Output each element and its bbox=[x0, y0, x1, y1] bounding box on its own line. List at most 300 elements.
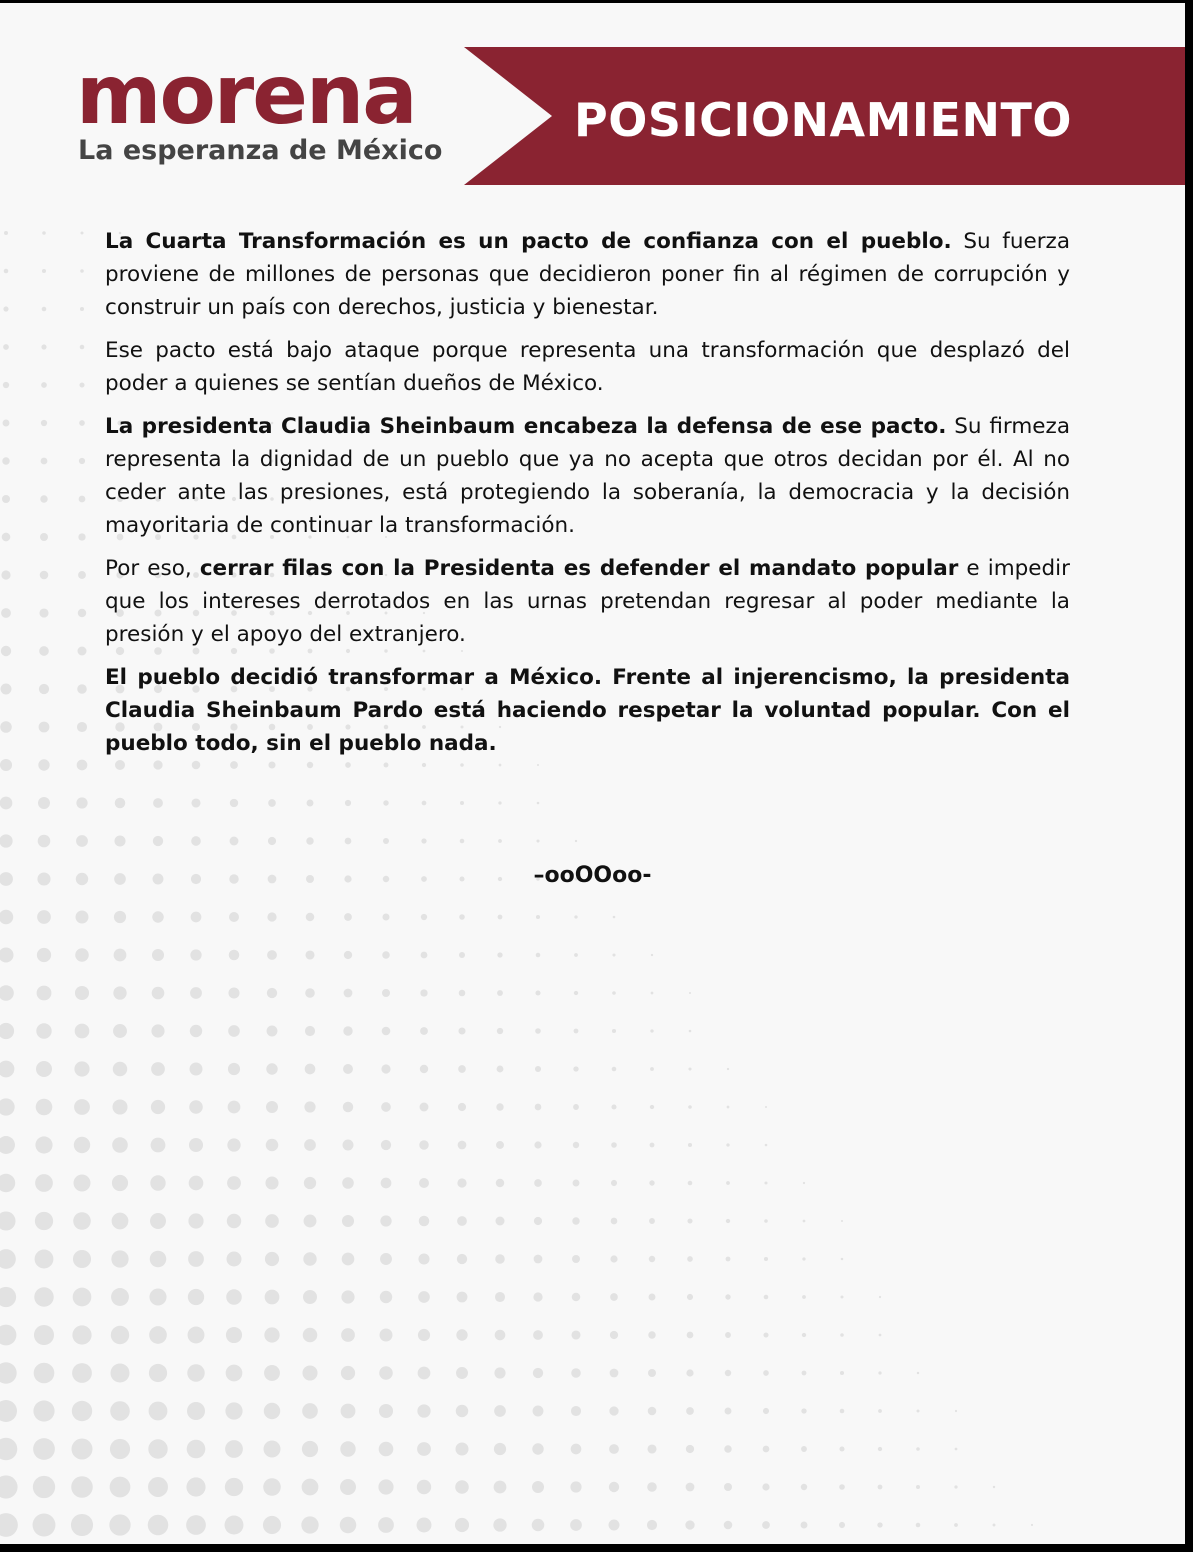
pattern-dot bbox=[609, 1482, 619, 1492]
pattern-dot bbox=[305, 1064, 316, 1075]
pattern-dot bbox=[0, 1174, 15, 1193]
pattern-dot bbox=[533, 1292, 542, 1301]
pattern-dot bbox=[303, 1290, 317, 1304]
pattern-dot bbox=[917, 1410, 920, 1413]
pattern-dot bbox=[3, 420, 10, 427]
pattern-dot bbox=[153, 798, 163, 808]
pattern-dot bbox=[688, 1105, 692, 1109]
pattern-dot bbox=[187, 1364, 204, 1381]
pattern-dot bbox=[265, 1214, 279, 1228]
pattern-dot bbox=[227, 1176, 241, 1190]
pattern-dot bbox=[495, 1254, 505, 1264]
pattern-dot bbox=[532, 1481, 544, 1493]
pattern-dot bbox=[39, 722, 50, 733]
pattern-dot bbox=[3, 344, 9, 350]
pattern-dot bbox=[343, 1102, 353, 1112]
pattern-dot bbox=[612, 1029, 616, 1033]
pattern-dot bbox=[152, 911, 163, 922]
pattern-dot bbox=[649, 1256, 655, 1262]
pattern-dot bbox=[112, 1099, 127, 1114]
pattern-dot bbox=[110, 1477, 131, 1498]
pattern-dot bbox=[686, 1369, 693, 1376]
pattern-dot bbox=[344, 951, 352, 959]
pattern-dot bbox=[457, 1178, 466, 1187]
pattern-dot bbox=[0, 947, 14, 962]
pattern-dot bbox=[574, 915, 577, 918]
pattern-dot bbox=[0, 1438, 17, 1461]
pattern-dot bbox=[2, 533, 11, 542]
pattern-dot bbox=[228, 987, 239, 998]
pattern-dot bbox=[264, 1327, 279, 1342]
pattern-dot bbox=[725, 1294, 730, 1299]
pattern-dot bbox=[341, 1366, 355, 1380]
pattern-dot bbox=[38, 759, 49, 770]
pattern-dot bbox=[113, 1024, 127, 1038]
pattern-dot bbox=[916, 1485, 920, 1489]
pattern-dot bbox=[572, 1255, 580, 1263]
pattern-dot bbox=[650, 1143, 655, 1148]
pattern-dot bbox=[227, 1138, 240, 1151]
pattern-dot bbox=[341, 1290, 354, 1303]
pattern-dot bbox=[495, 1330, 506, 1341]
pattern-dot bbox=[33, 1476, 55, 1498]
pattern-dot bbox=[191, 912, 202, 923]
pattern-dot bbox=[379, 1366, 393, 1380]
pattern-dot bbox=[112, 1175, 128, 1191]
pattern-dot bbox=[267, 988, 277, 998]
pattern-dot bbox=[73, 1250, 91, 1268]
pattern-dot bbox=[345, 838, 352, 845]
pattern-dot bbox=[343, 1140, 354, 1151]
pattern-dot bbox=[37, 986, 52, 1001]
pattern-dot bbox=[648, 1407, 657, 1416]
pattern-dot bbox=[726, 1143, 729, 1146]
pattern-dot bbox=[0, 1362, 17, 1383]
pattern-dot bbox=[455, 1518, 469, 1532]
pattern-dot bbox=[230, 837, 239, 846]
pattern-dot bbox=[225, 1478, 243, 1496]
pattern-dot bbox=[34, 1363, 55, 1384]
pattern-dot bbox=[114, 949, 127, 962]
pattern-dot bbox=[188, 1327, 205, 1344]
pattern-dot bbox=[725, 1370, 731, 1376]
pattern-dot bbox=[379, 1442, 394, 1457]
pattern-dot bbox=[114, 911, 126, 923]
pattern-dot bbox=[689, 1030, 692, 1033]
pattern-dot bbox=[612, 991, 616, 995]
pattern-dot bbox=[840, 1409, 845, 1414]
pattern-dot bbox=[340, 1441, 355, 1456]
pattern-dot bbox=[188, 1251, 204, 1267]
pattern-dot bbox=[228, 1101, 241, 1114]
pattern-dot bbox=[79, 420, 85, 426]
paragraph-4-post: e impedir que los intereses derrotados en las urnas pretendan regresar al poder mediante la presión y el apoyo del extranjero. bbox=[105, 556, 1070, 647]
pattern-dot bbox=[533, 1330, 543, 1340]
pattern-dot bbox=[1, 570, 10, 579]
pattern-dot bbox=[571, 1368, 581, 1378]
pattern-dot bbox=[188, 1289, 204, 1305]
pattern-dot bbox=[42, 269, 46, 273]
pattern-dot bbox=[110, 1439, 130, 1459]
pattern-dot bbox=[264, 1365, 280, 1381]
pattern-dot bbox=[78, 609, 86, 617]
pattern-dot bbox=[611, 1142, 617, 1148]
pattern-dot bbox=[79, 496, 86, 503]
pattern-dot bbox=[647, 1444, 656, 1453]
pattern-dot bbox=[267, 912, 276, 921]
pattern-dot bbox=[803, 1182, 805, 1184]
pattern-dot bbox=[190, 987, 202, 999]
pattern-dot bbox=[419, 1178, 429, 1188]
pattern-dot bbox=[686, 1445, 694, 1453]
pattern-dot bbox=[610, 1369, 619, 1378]
pattern-dot bbox=[841, 1220, 843, 1222]
pattern-dot bbox=[225, 1402, 242, 1419]
pattern-dot bbox=[725, 1332, 731, 1338]
pattern-dot bbox=[497, 990, 503, 996]
paragraph-4-bold: cerrar filas con la Presidenta es defender el mandato popular bbox=[199, 556, 959, 581]
pattern-dot bbox=[37, 910, 51, 924]
pattern-dot bbox=[35, 1250, 54, 1269]
pattern-dot bbox=[266, 1063, 277, 1074]
pattern-dot bbox=[571, 1330, 580, 1339]
pattern-dot bbox=[878, 1447, 882, 1451]
paragraph-5-bold: El pueblo decidió transformar a México. Frente al injerencismo, la presidenta Claudia Sheinbaum Pardo está haciendo respetar la voluntad popular. Con el pueblo todo, sin el pueblo nada. bbox=[105, 665, 1070, 756]
pattern-dot bbox=[764, 1219, 768, 1223]
pattern-dot bbox=[536, 839, 539, 842]
pattern-dot bbox=[342, 1177, 354, 1189]
pattern-dot bbox=[955, 1448, 958, 1451]
pattern-dot bbox=[76, 911, 89, 924]
pattern-dot bbox=[345, 800, 351, 806]
pattern-dot bbox=[650, 1029, 653, 1032]
pattern-dot bbox=[342, 1215, 354, 1227]
pattern-dot bbox=[72, 1401, 92, 1421]
pattern-dot bbox=[689, 992, 691, 994]
pattern-dot bbox=[1031, 1524, 1033, 1526]
statement-body bbox=[105, 225, 1070, 770]
pattern-dot bbox=[35, 1212, 53, 1230]
pattern-dot bbox=[39, 608, 48, 617]
pattern-dot bbox=[610, 1331, 618, 1339]
pattern-dot bbox=[77, 722, 87, 732]
paragraph-1-bold: La Cuarta Transformación es un pacto de confianza con el pueblo. bbox=[105, 229, 952, 254]
pattern-dot bbox=[151, 1100, 165, 1114]
pattern-dot bbox=[954, 1523, 958, 1527]
pattern-dot bbox=[303, 1328, 318, 1343]
pattern-dot bbox=[498, 839, 502, 843]
pattern-dot bbox=[570, 1481, 581, 1492]
pattern-dot bbox=[650, 1067, 654, 1071]
pattern-dot bbox=[267, 950, 277, 960]
pattern-dot bbox=[37, 948, 51, 962]
pattern-dot bbox=[382, 951, 390, 959]
pattern-dot bbox=[228, 1025, 240, 1037]
pattern-dot bbox=[840, 1333, 844, 1337]
pattern-dot bbox=[115, 798, 126, 809]
pattern-dot bbox=[419, 1216, 430, 1227]
pattern-dot bbox=[305, 1026, 315, 1036]
pattern-dot bbox=[111, 1288, 129, 1306]
pattern-dot bbox=[533, 1368, 543, 1378]
pattern-dot bbox=[3, 382, 9, 388]
pattern-dot bbox=[651, 992, 654, 995]
pattern-dot bbox=[111, 1250, 128, 1267]
pattern-dot bbox=[342, 1253, 355, 1266]
pattern-dot bbox=[340, 1479, 356, 1495]
pattern-dot bbox=[0, 1136, 15, 1154]
pattern-dot bbox=[649, 1180, 654, 1185]
pattern-dot bbox=[265, 1252, 279, 1266]
pattern-dot bbox=[801, 1522, 808, 1529]
pattern-dot bbox=[496, 1179, 504, 1187]
pattern-dot bbox=[685, 1520, 694, 1529]
pattern-dot bbox=[187, 1440, 206, 1459]
pattern-dot bbox=[460, 839, 465, 844]
pattern-dot bbox=[574, 991, 578, 995]
pattern-dot bbox=[0, 1061, 14, 1078]
logo-wordmark: morena bbox=[76, 48, 416, 143]
paragraph-4-pre: Por eso, bbox=[105, 556, 200, 581]
pattern-dot bbox=[417, 1404, 430, 1417]
pattern-dot bbox=[724, 1521, 733, 1530]
pattern-dot bbox=[726, 1181, 730, 1185]
pattern-dot bbox=[153, 836, 163, 846]
morena-logo bbox=[76, 48, 443, 175]
pattern-dot bbox=[839, 1522, 845, 1528]
pattern-dot bbox=[33, 1514, 56, 1537]
pattern-dot bbox=[0, 910, 13, 924]
pattern-dot bbox=[71, 1476, 93, 1498]
pattern-dot bbox=[801, 1484, 807, 1490]
pattern-dot bbox=[840, 1371, 844, 1375]
pattern-dot bbox=[993, 1524, 996, 1527]
pattern-dot bbox=[150, 1175, 165, 1190]
pattern-dot bbox=[955, 1410, 957, 1412]
pattern-dot bbox=[74, 1175, 91, 1192]
pattern-dot bbox=[612, 1067, 617, 1072]
pattern-dot bbox=[382, 1027, 391, 1036]
pattern-dot bbox=[75, 1024, 90, 1039]
pattern-dot bbox=[226, 1327, 242, 1343]
pattern-dot bbox=[726, 1219, 730, 1223]
pattern-dot bbox=[686, 1483, 695, 1492]
pattern-dot bbox=[687, 1332, 694, 1339]
paragraph-1-text: Su fuerza proviene de millones de personas que decidieron poner fin al régimen de corrupción y construir un país con derechos, justicia y bienestar. bbox=[105, 229, 1070, 320]
pattern-dot bbox=[418, 1329, 430, 1341]
pattern-dot bbox=[382, 989, 390, 997]
paragraph-2 bbox=[105, 334, 1070, 400]
pattern-dot bbox=[687, 1256, 693, 1262]
pattern-dot bbox=[494, 1443, 506, 1455]
pattern-dot bbox=[687, 1294, 693, 1300]
pattern-dot bbox=[302, 1479, 319, 1496]
pattern-dot bbox=[383, 838, 389, 844]
pattern-dot bbox=[455, 1442, 468, 1455]
pattern-dot bbox=[149, 1288, 166, 1305]
pattern-dot bbox=[343, 1064, 353, 1074]
pattern-dot bbox=[381, 1140, 391, 1150]
pattern-dot bbox=[0, 985, 14, 1001]
pattern-dot bbox=[839, 1446, 844, 1451]
pattern-dot bbox=[110, 1363, 129, 1382]
pattern-dot bbox=[575, 840, 577, 842]
pattern-dot bbox=[954, 1485, 957, 1488]
pattern-dot bbox=[688, 1143, 692, 1147]
pattern-dot bbox=[189, 1176, 204, 1191]
pattern-dot bbox=[420, 1065, 428, 1073]
pattern-dot bbox=[533, 1406, 544, 1417]
pattern-dot bbox=[417, 1442, 431, 1456]
pattern-dot bbox=[535, 1028, 541, 1034]
pattern-dot bbox=[878, 1409, 882, 1413]
pattern-dot bbox=[306, 913, 315, 922]
pattern-dot bbox=[613, 916, 616, 919]
pattern-dot bbox=[611, 1180, 617, 1186]
pattern-dot bbox=[151, 1138, 166, 1153]
pattern-dot bbox=[420, 1103, 429, 1112]
pattern-dot bbox=[230, 799, 238, 807]
logo-tagline: La esperanza de México bbox=[78, 135, 443, 166]
pattern-dot bbox=[0, 1249, 16, 1269]
pattern-dot bbox=[33, 1400, 54, 1421]
pattern-dot bbox=[570, 1519, 582, 1531]
pattern-dot bbox=[0, 721, 12, 733]
pattern-dot bbox=[148, 1515, 169, 1536]
pattern-dot bbox=[378, 1517, 394, 1533]
pattern-dot bbox=[724, 1445, 731, 1452]
pattern-dot bbox=[574, 1029, 579, 1034]
pattern-dot bbox=[227, 1214, 241, 1228]
pattern-dot bbox=[459, 952, 465, 958]
paragraph-4 bbox=[105, 552, 1070, 651]
pattern-dot bbox=[727, 1068, 729, 1070]
pattern-dot bbox=[535, 1104, 542, 1111]
pattern-dot bbox=[647, 1520, 657, 1530]
pattern-dot bbox=[536, 915, 540, 919]
pattern-dot bbox=[113, 1062, 127, 1076]
pattern-dot bbox=[340, 1517, 357, 1534]
pattern-dot bbox=[647, 1482, 657, 1492]
pattern-dot bbox=[535, 990, 540, 995]
pattern-dot bbox=[611, 1218, 618, 1225]
pattern-dot bbox=[80, 269, 84, 273]
pattern-dot bbox=[496, 1141, 504, 1149]
pattern-dot bbox=[188, 1213, 203, 1228]
pattern-dot bbox=[150, 1213, 166, 1229]
pattern-dot bbox=[0, 797, 12, 810]
pattern-dot bbox=[841, 1258, 844, 1261]
pattern-dot bbox=[152, 949, 164, 961]
pattern-dot bbox=[109, 1514, 130, 1535]
pattern-dot bbox=[187, 1402, 205, 1420]
pattern-dot bbox=[494, 1405, 506, 1417]
pattern-dot bbox=[840, 1295, 843, 1298]
pattern-dot bbox=[456, 1405, 468, 1417]
pattern-dot bbox=[417, 1480, 431, 1494]
pattern-dot bbox=[878, 1371, 881, 1374]
pattern-dot bbox=[148, 1439, 167, 1458]
pattern-dot bbox=[266, 1101, 278, 1113]
pattern-dot bbox=[79, 458, 85, 464]
pattern-dot bbox=[532, 1519, 545, 1532]
pattern-dot bbox=[35, 1136, 52, 1153]
pattern-dot bbox=[460, 801, 464, 805]
pattern-dot bbox=[268, 837, 276, 845]
pattern-dot bbox=[71, 1514, 93, 1536]
pattern-dot bbox=[916, 1523, 921, 1528]
pattern-dot bbox=[225, 1440, 243, 1458]
pattern-dot bbox=[33, 1438, 55, 1460]
pattern-dot bbox=[381, 1102, 391, 1112]
pattern-dot bbox=[380, 1291, 392, 1303]
pattern-dot bbox=[0, 1023, 14, 1039]
pattern-dot bbox=[0, 1325, 16, 1346]
pattern-dot bbox=[111, 1326, 129, 1344]
pattern-dot bbox=[496, 1103, 503, 1110]
pattern-dot bbox=[418, 1367, 431, 1380]
pattern-dot bbox=[112, 1213, 129, 1230]
pattern-dot bbox=[378, 1479, 393, 1494]
pattern-dot bbox=[878, 1485, 883, 1490]
pattern-dot bbox=[802, 1371, 807, 1376]
pattern-dot bbox=[420, 1027, 428, 1035]
pattern-dot bbox=[724, 1483, 732, 1491]
pattern-dot bbox=[457, 1254, 467, 1264]
pattern-dot bbox=[686, 1407, 694, 1415]
pattern-dot bbox=[382, 913, 389, 920]
pattern-dot bbox=[802, 1333, 806, 1337]
pattern-dot bbox=[763, 1370, 769, 1376]
pattern-dot bbox=[917, 1372, 919, 1374]
pattern-dot bbox=[341, 1404, 356, 1419]
pattern-dot bbox=[1, 608, 11, 618]
pattern-dot bbox=[421, 952, 428, 959]
pattern-dot bbox=[459, 990, 466, 997]
pattern-dot bbox=[380, 1329, 393, 1342]
pattern-dot bbox=[457, 1292, 468, 1303]
pattern-dot bbox=[39, 646, 49, 656]
pattern-dot bbox=[497, 1066, 504, 1073]
pattern-dot bbox=[34, 1287, 53, 1306]
pattern-dot bbox=[802, 1257, 805, 1260]
pattern-dot bbox=[765, 1144, 768, 1147]
pattern-dot bbox=[226, 1289, 242, 1305]
pattern-dot bbox=[34, 1325, 54, 1345]
pattern-dot bbox=[534, 1255, 543, 1264]
pattern-dot bbox=[301, 1516, 318, 1533]
pattern-dot bbox=[341, 1328, 355, 1342]
pattern-dot bbox=[609, 1520, 620, 1531]
pattern-dot bbox=[42, 231, 46, 235]
pattern-dot bbox=[497, 1028, 503, 1034]
pattern-dot bbox=[80, 345, 85, 350]
pattern-dot bbox=[534, 1141, 541, 1148]
pattern-dot bbox=[573, 1180, 580, 1187]
pattern-dot bbox=[78, 533, 85, 540]
pattern-dot bbox=[0, 1513, 18, 1537]
pattern-dot bbox=[764, 1257, 768, 1261]
pattern-dot bbox=[1, 684, 12, 695]
pattern-dot bbox=[114, 835, 125, 846]
pattern-dot bbox=[78, 647, 87, 656]
paragraph-3-text: Su firmeza representa la dignidad de un pueblo que ya no acepta que otros decidan por él. Al no ceder ante las presiones, está protegiendo la soberanía, la democracia y la decisión mayoritaria de continuar la transformación. bbox=[105, 414, 1070, 538]
pattern-dot bbox=[494, 1481, 507, 1494]
pattern-dot bbox=[762, 1521, 770, 1529]
pattern-dot bbox=[36, 1099, 53, 1116]
pattern-dot bbox=[532, 1443, 543, 1454]
pattern-dot bbox=[422, 801, 427, 806]
